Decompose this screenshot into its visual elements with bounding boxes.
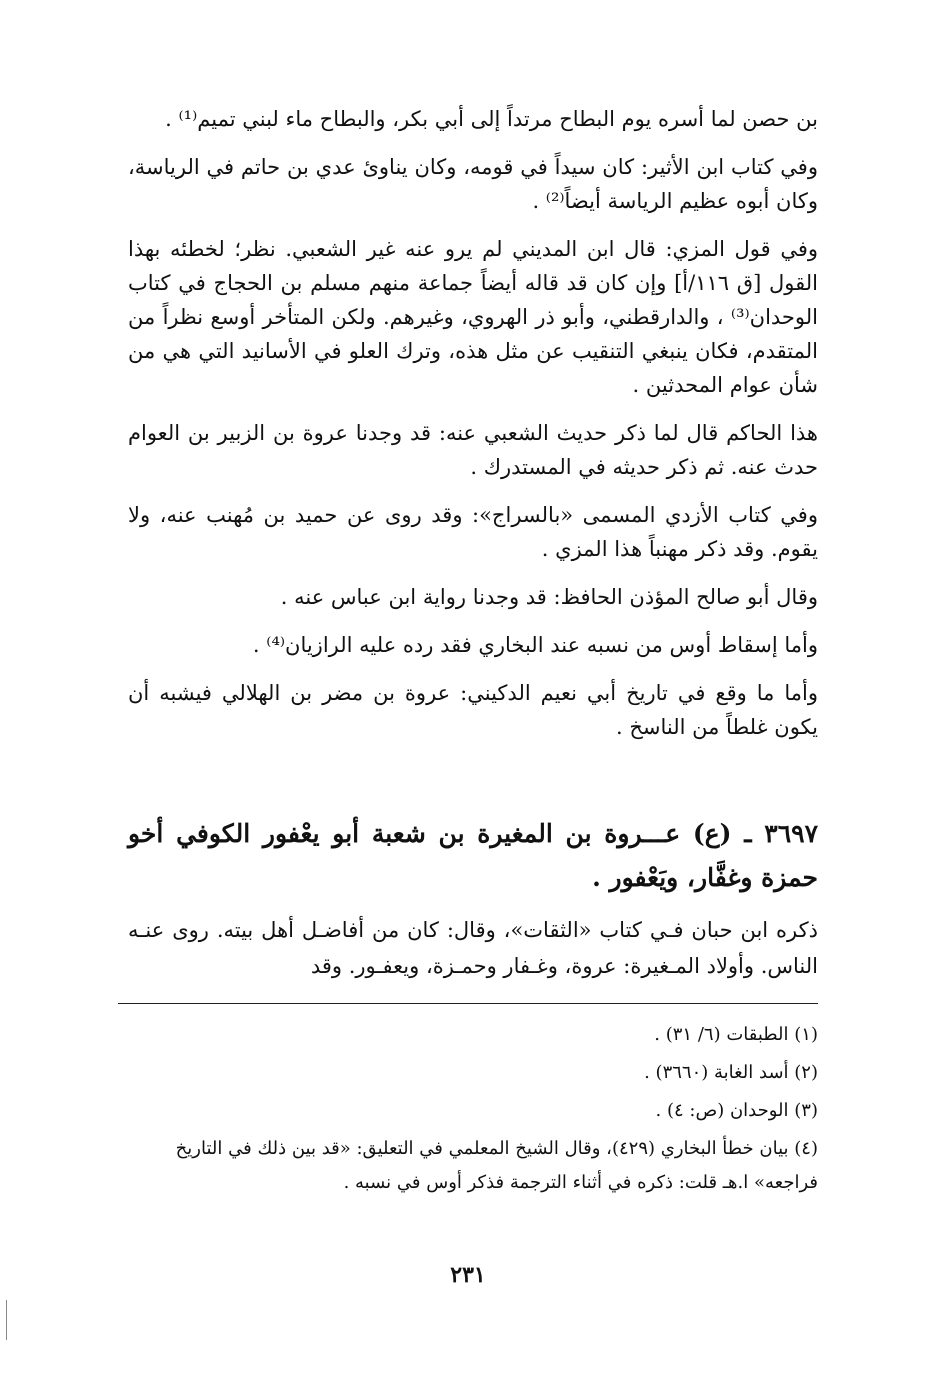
footnote-1: (١) الطبقات (٦/ ٣١) . xyxy=(654,1024,818,1045)
scan-edge-mark xyxy=(6,1300,7,1340)
footnote-4: (٤) بيان خطأ البخاري (٤٢٩)، وقال الشيخ المعلمي في التعليق: «قد بين ذلك في التاريخ فراجعه» ا.هـ قلت: ذكره في أثناء الترجمة فذكر أوس في نسبه . xyxy=(175,1138,818,1193)
paragraph-1: بن حصن لما أسره يوم البطاح مرتداً إلى أبي بكر، والبطاح ماء لبني تميم⁽¹⁾ . xyxy=(165,107,818,131)
paragraph-4: هذا الحاكم قال لما ذكر حديث الشعبي عنه: قد وجدنا عروة بن الزبير بن العوام حدث عنه. ثم ذكر حديثه في المستدرك . xyxy=(128,421,818,479)
entry-body: ذكره ابن حبان فـي كتاب «الثقات»، وقال: كان من أفاضـل أهل بيته. روى عنـه الناس. وأولاد المـغيرة: عروة، وغـفار وحمـزة، ويعفـور. وقد xyxy=(128,918,818,978)
paragraph-5: وفي كتاب الأزدي المسمى «بالسراج»: وقد روى عن حميد بن مُهنب عنه، ولا يقوم. وقد ذكر مهنباً هذا المزي . xyxy=(128,503,818,561)
paragraph-6: وقال أبو صالح المؤذن الحافظ: قد وجدنا رواية ابن عباس عنه . xyxy=(280,585,818,609)
entry-heading: ٣٦٩٧ ـ (ع) عـــروة بن المغيرة بن شعبة أبو يعْفور الكوفي أخو حمزة وغفَّار، ويَعْفور . xyxy=(128,819,818,892)
main-text xyxy=(128,102,818,758)
footnote-separator xyxy=(118,1003,818,1004)
page-number: ٢٣١ xyxy=(450,1262,486,1288)
footnote-2: (٢) أسد الغابة (٣٦٦٠) . xyxy=(644,1062,818,1083)
paragraph-2: وفي كتاب ابن الأثير: كان سيداً في قومه، وكان يناوئ عدي بن حاتم في الرياسة، وكان أبوه عظيم الرياسة أيضاً⁽²⁾ . xyxy=(128,155,818,213)
paragraph-3: وفي قول المزي: قال ابن المديني لم يرو عنه غير الشعبي. نظر؛ لخطئه بهذا القول [ق ١١٦/أ] وإن كان قد قاله أيضاً جماعة منهم مسلم بن الحجاج في كتاب الوحدان⁽³⁾ ، والدارقطني، وأبو ذر الهروي، وغيرهم. ولكن المتأخر أوسع نظراً من المتقدم، فكان ينبغي التنقيب عن مثل هذه، وترك العلو في الأسانيد التي هي من شأن عوام المحدثين . xyxy=(128,237,818,397)
footnotes xyxy=(128,1018,818,1204)
footnote-3: (٣) الوحدان (ص: ٤) . xyxy=(655,1100,818,1121)
paragraph-8: وأما ما وقع في تاريخ أبي نعيم الدكيني: عروة بن مضر بن الهلالي فيشبه أن يكون غلطاً من الناسخ . xyxy=(128,681,818,739)
paragraph-7: وأما إسقاط أوس من نسبه عند البخاري فقد رده عليه الرازيان⁽⁴⁾ . xyxy=(252,633,818,657)
